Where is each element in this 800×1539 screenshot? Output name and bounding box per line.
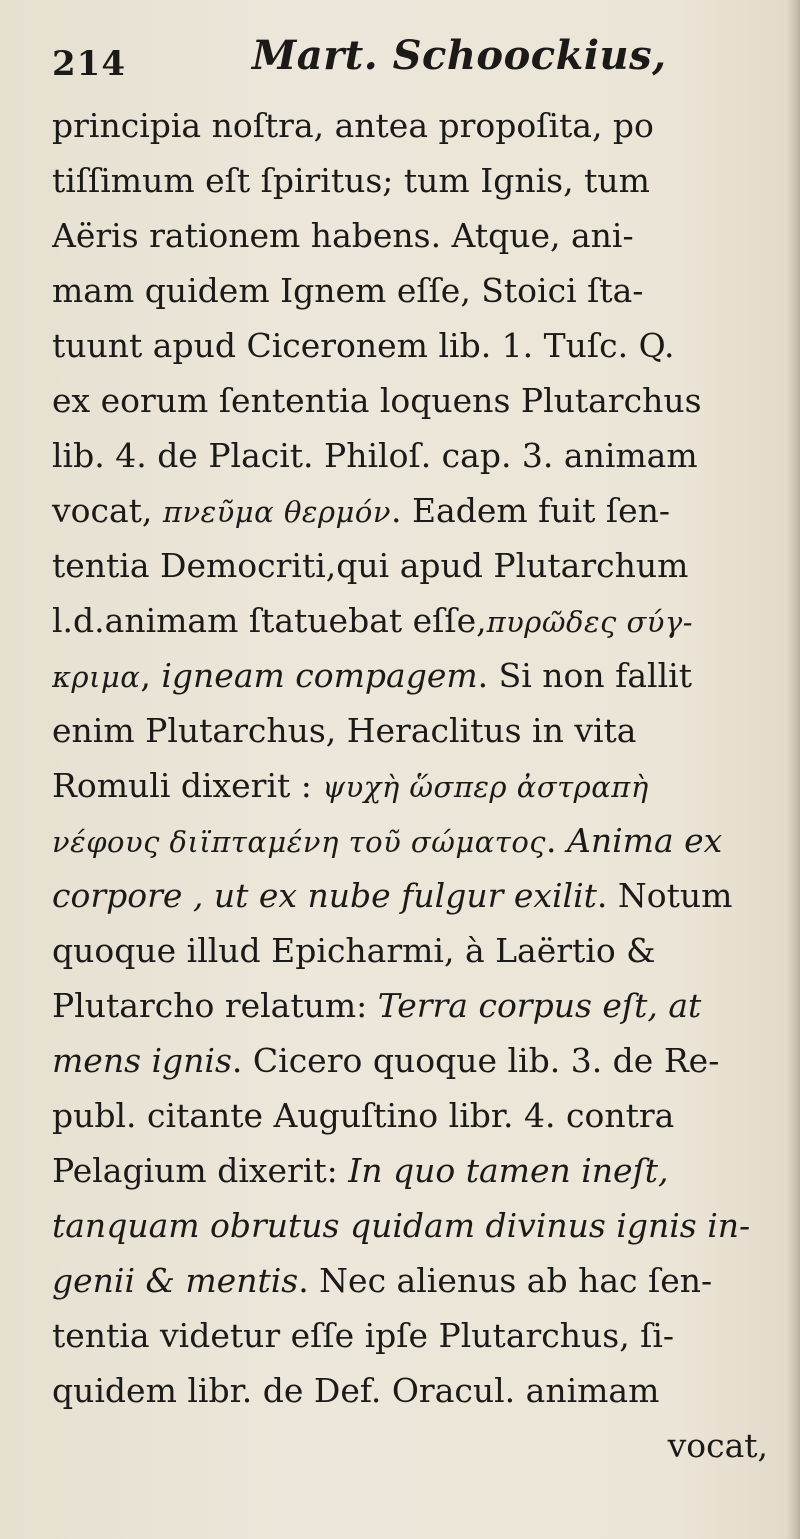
italic-text: mens ignis xyxy=(52,1041,232,1080)
text-line xyxy=(52,483,772,538)
greek-text: κριμα xyxy=(52,660,141,694)
text-run: . xyxy=(546,821,568,860)
text-run: vocat, xyxy=(667,1426,768,1465)
text-run: quidem libr. de Def. Oracul. animam xyxy=(52,1371,660,1410)
text-line xyxy=(52,1143,772,1198)
text-line xyxy=(52,648,772,703)
page-number: 214 xyxy=(52,44,126,84)
text-run: tiſſimum eſt ſpiritus; tum Ignis, tum xyxy=(52,161,650,200)
text-line xyxy=(52,373,772,428)
text-line xyxy=(52,978,772,1033)
text-line xyxy=(52,813,772,868)
text-line xyxy=(52,1198,772,1253)
text-run: ex eorum ſententia loquens Plutarchus xyxy=(52,381,702,420)
text-line xyxy=(52,593,772,648)
greek-text: πυρῶδες σύγ- xyxy=(486,605,694,639)
text-line xyxy=(52,263,772,318)
text-line xyxy=(52,1363,772,1418)
text-line xyxy=(52,153,772,208)
text-run: lib. 4. de Placit. Philoſ. cap. 3. animam xyxy=(52,436,698,475)
italic-text: genii & mentis xyxy=(52,1261,299,1300)
text-line xyxy=(52,208,772,263)
text-run: publ. citante Auguſtino libr. 4. contra xyxy=(52,1096,675,1135)
text-line xyxy=(52,703,772,758)
text-run: principia noſtra, antea propoſita, po xyxy=(52,106,654,145)
text-line xyxy=(52,538,772,593)
greek-text: ψυχὴ ὥσπερ ἀστραπὴ xyxy=(322,770,649,804)
text-line xyxy=(52,318,772,373)
text-run: . Notum xyxy=(596,876,733,915)
italic-text: corpore , ut ex nube fulgur exilit xyxy=(52,876,597,915)
page-edge-shadow xyxy=(786,0,800,1539)
greek-text: νέφους διϊπταμένη τοῦ σώματος xyxy=(52,825,547,859)
text-line xyxy=(52,1088,772,1143)
text-run: Romuli dixerit : xyxy=(52,766,323,805)
greek-text: πνεῦμα θερμόν xyxy=(162,495,391,529)
italic-text: igneam compagem xyxy=(161,656,478,695)
running-head: Mart. Schoockius, xyxy=(252,32,667,79)
text-run: . Si non fallit xyxy=(477,656,692,695)
text-line xyxy=(52,1418,772,1473)
text-run: Aëris rationem habens. Atque, ani- xyxy=(52,216,634,255)
page-header xyxy=(52,30,772,90)
text-run: enim Plutarchus, Heraclitus in vita xyxy=(52,711,637,750)
text-run: , xyxy=(140,656,162,695)
text-line xyxy=(52,428,772,483)
text-run: Pelagium dixerit: xyxy=(52,1151,349,1190)
text-run: Plutarcho relatum: xyxy=(52,986,378,1025)
text-line xyxy=(52,868,772,923)
italic-text: Terra corpus eſt, at xyxy=(377,986,702,1025)
text-line xyxy=(52,98,772,153)
text-run: l.d.animam ſtatuebat eſſe, xyxy=(52,601,487,640)
body-text xyxy=(52,98,772,1473)
text-line xyxy=(52,758,772,813)
text-run: tuunt apud Ciceronem lib. 1. Tuſc. Q. xyxy=(52,326,675,365)
text-run: tentia Democriti,qui apud Plutarchum xyxy=(52,546,689,585)
text-run: . Cicero quoque lib. 3. de Re- xyxy=(231,1041,720,1080)
text-run: vocat, xyxy=(52,491,163,530)
text-line xyxy=(52,1033,772,1088)
text-run: quoque illud Epicharmi, à Laërtio & xyxy=(52,931,656,970)
text-run: . Nec alienus ab hac ſen- xyxy=(298,1261,713,1300)
text-line xyxy=(52,923,772,978)
text-line xyxy=(52,1253,772,1308)
italic-text: tanquam obrutus quidam divinus ignis in- xyxy=(52,1206,751,1245)
text-run: mam quidem Ignem eſſe, Stoici ſta- xyxy=(52,271,644,310)
text-line xyxy=(52,1308,772,1363)
text-run: . Eadem fuit ſen- xyxy=(390,491,671,530)
italic-text: Anima ex xyxy=(567,821,723,860)
text-run: tentia videtur eſſe ipſe Plutarchus, ſi- xyxy=(52,1316,675,1355)
italic-text: In quo tamen ineſt, xyxy=(348,1151,669,1190)
